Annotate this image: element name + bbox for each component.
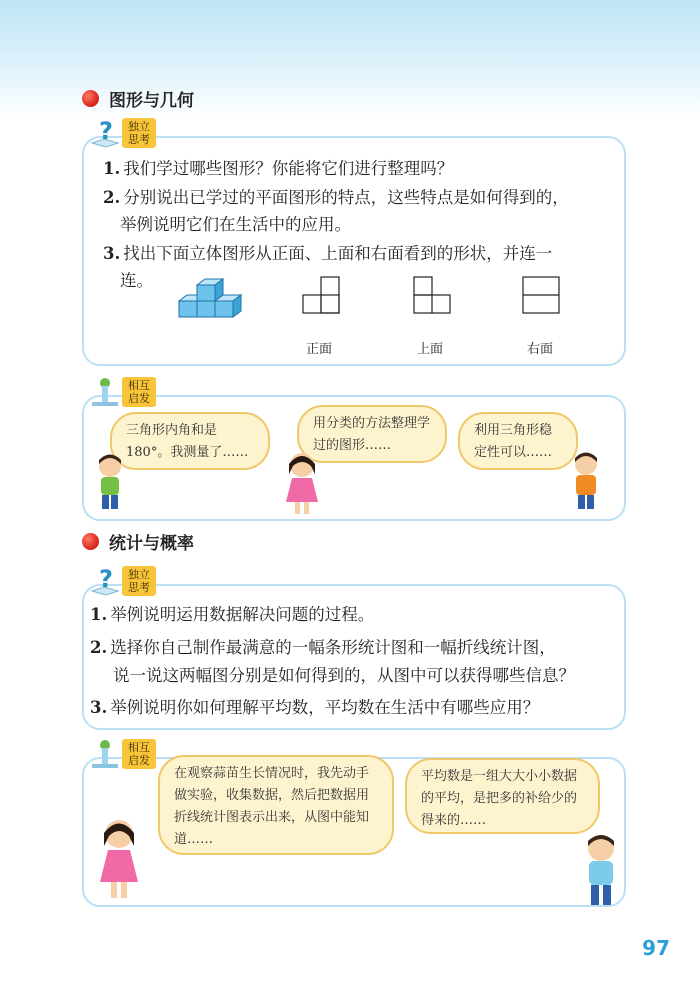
- boy-character-icon: [566, 450, 606, 512]
- boy-character-icon: [578, 832, 624, 910]
- inspire-badge: [90, 738, 156, 770]
- microscope-icon: [90, 376, 120, 408]
- question-book-icon: [90, 117, 120, 149]
- bullet-icon: [82, 90, 99, 107]
- question-line: 1. 举例说明运用数据解决问题的过程。: [90, 605, 375, 624]
- front-view-diagram: [302, 276, 342, 316]
- boy-character-icon: [92, 452, 128, 512]
- think-badge-label: 独立思考: [122, 566, 156, 596]
- girl-character-icon: [280, 450, 324, 516]
- think-badge-label: 独立思考: [122, 118, 156, 148]
- cube-figure: [175, 275, 255, 335]
- question-line: 2. 分别说出已学过的平面图形的特点，这些特点是如何得到的，: [103, 188, 569, 207]
- speech-bubble: 在观察蒜苗生长情况时，我先动手做实验，收集数据，然后把数据用折线统计图表示出来，从图中能知道……: [158, 755, 394, 855]
- question-line-cont: 举例说明它们在生活中的应用。: [120, 215, 351, 234]
- view-label-top: 上面: [417, 342, 444, 357]
- question-book-icon: [90, 565, 120, 597]
- section-title-statistics: [82, 529, 194, 553]
- bullet-icon: [82, 533, 99, 550]
- question-line: 1. 我们学过哪些图形？你能将它们进行整理吗？: [103, 159, 454, 178]
- question-line-cont: 连。: [120, 271, 153, 290]
- question-line: 2. 选择你自己制作最满意的一幅条形统计图和一幅折线统计图，: [90, 638, 556, 657]
- view-label-right: 右面: [527, 342, 554, 357]
- section-title-text: 图形与几何: [109, 90, 194, 111]
- girl-character-icon: [94, 816, 144, 900]
- question-line: 3. 找出下面立体图形从正面、上面和右面看到的形状，并连一: [103, 244, 553, 263]
- view-label-front: 正面: [306, 342, 333, 357]
- section-title-text: 统计与概率: [109, 533, 194, 554]
- page-number: 97: [642, 936, 670, 960]
- speech-bubble: 用分类的方法整理学过的图形……: [297, 405, 447, 463]
- right-view-diagram: [522, 276, 564, 316]
- question-line-cont: 说一说这两幅图分别是如何得到的，从图中可以获得哪些信息？: [113, 666, 575, 685]
- question-line: 3. 举例说明你如何理解平均数，平均数在生活中有哪些应用？: [90, 698, 540, 717]
- svg-text:?: ?: [99, 117, 113, 145]
- microscope-icon: [90, 738, 120, 770]
- inspire-badge-label: 相互启发: [122, 377, 156, 407]
- think-badge: [90, 117, 156, 149]
- svg-text:?: ?: [99, 565, 113, 593]
- speech-bubble: 利用三角形稳定性可以……: [458, 412, 578, 470]
- inspire-badge: [90, 376, 156, 408]
- inspire-badge-label: 相互启发: [122, 739, 156, 769]
- section-title-geometry: [82, 86, 194, 110]
- speech-bubble: 平均数是一组大大小小数据的平均，是把多的补给少的得来的……: [405, 758, 600, 834]
- top-view-diagram: [413, 276, 453, 316]
- think-badge: [90, 565, 156, 597]
- speech-bubble: 三角形内角和是180°。我测量了……: [110, 412, 270, 470]
